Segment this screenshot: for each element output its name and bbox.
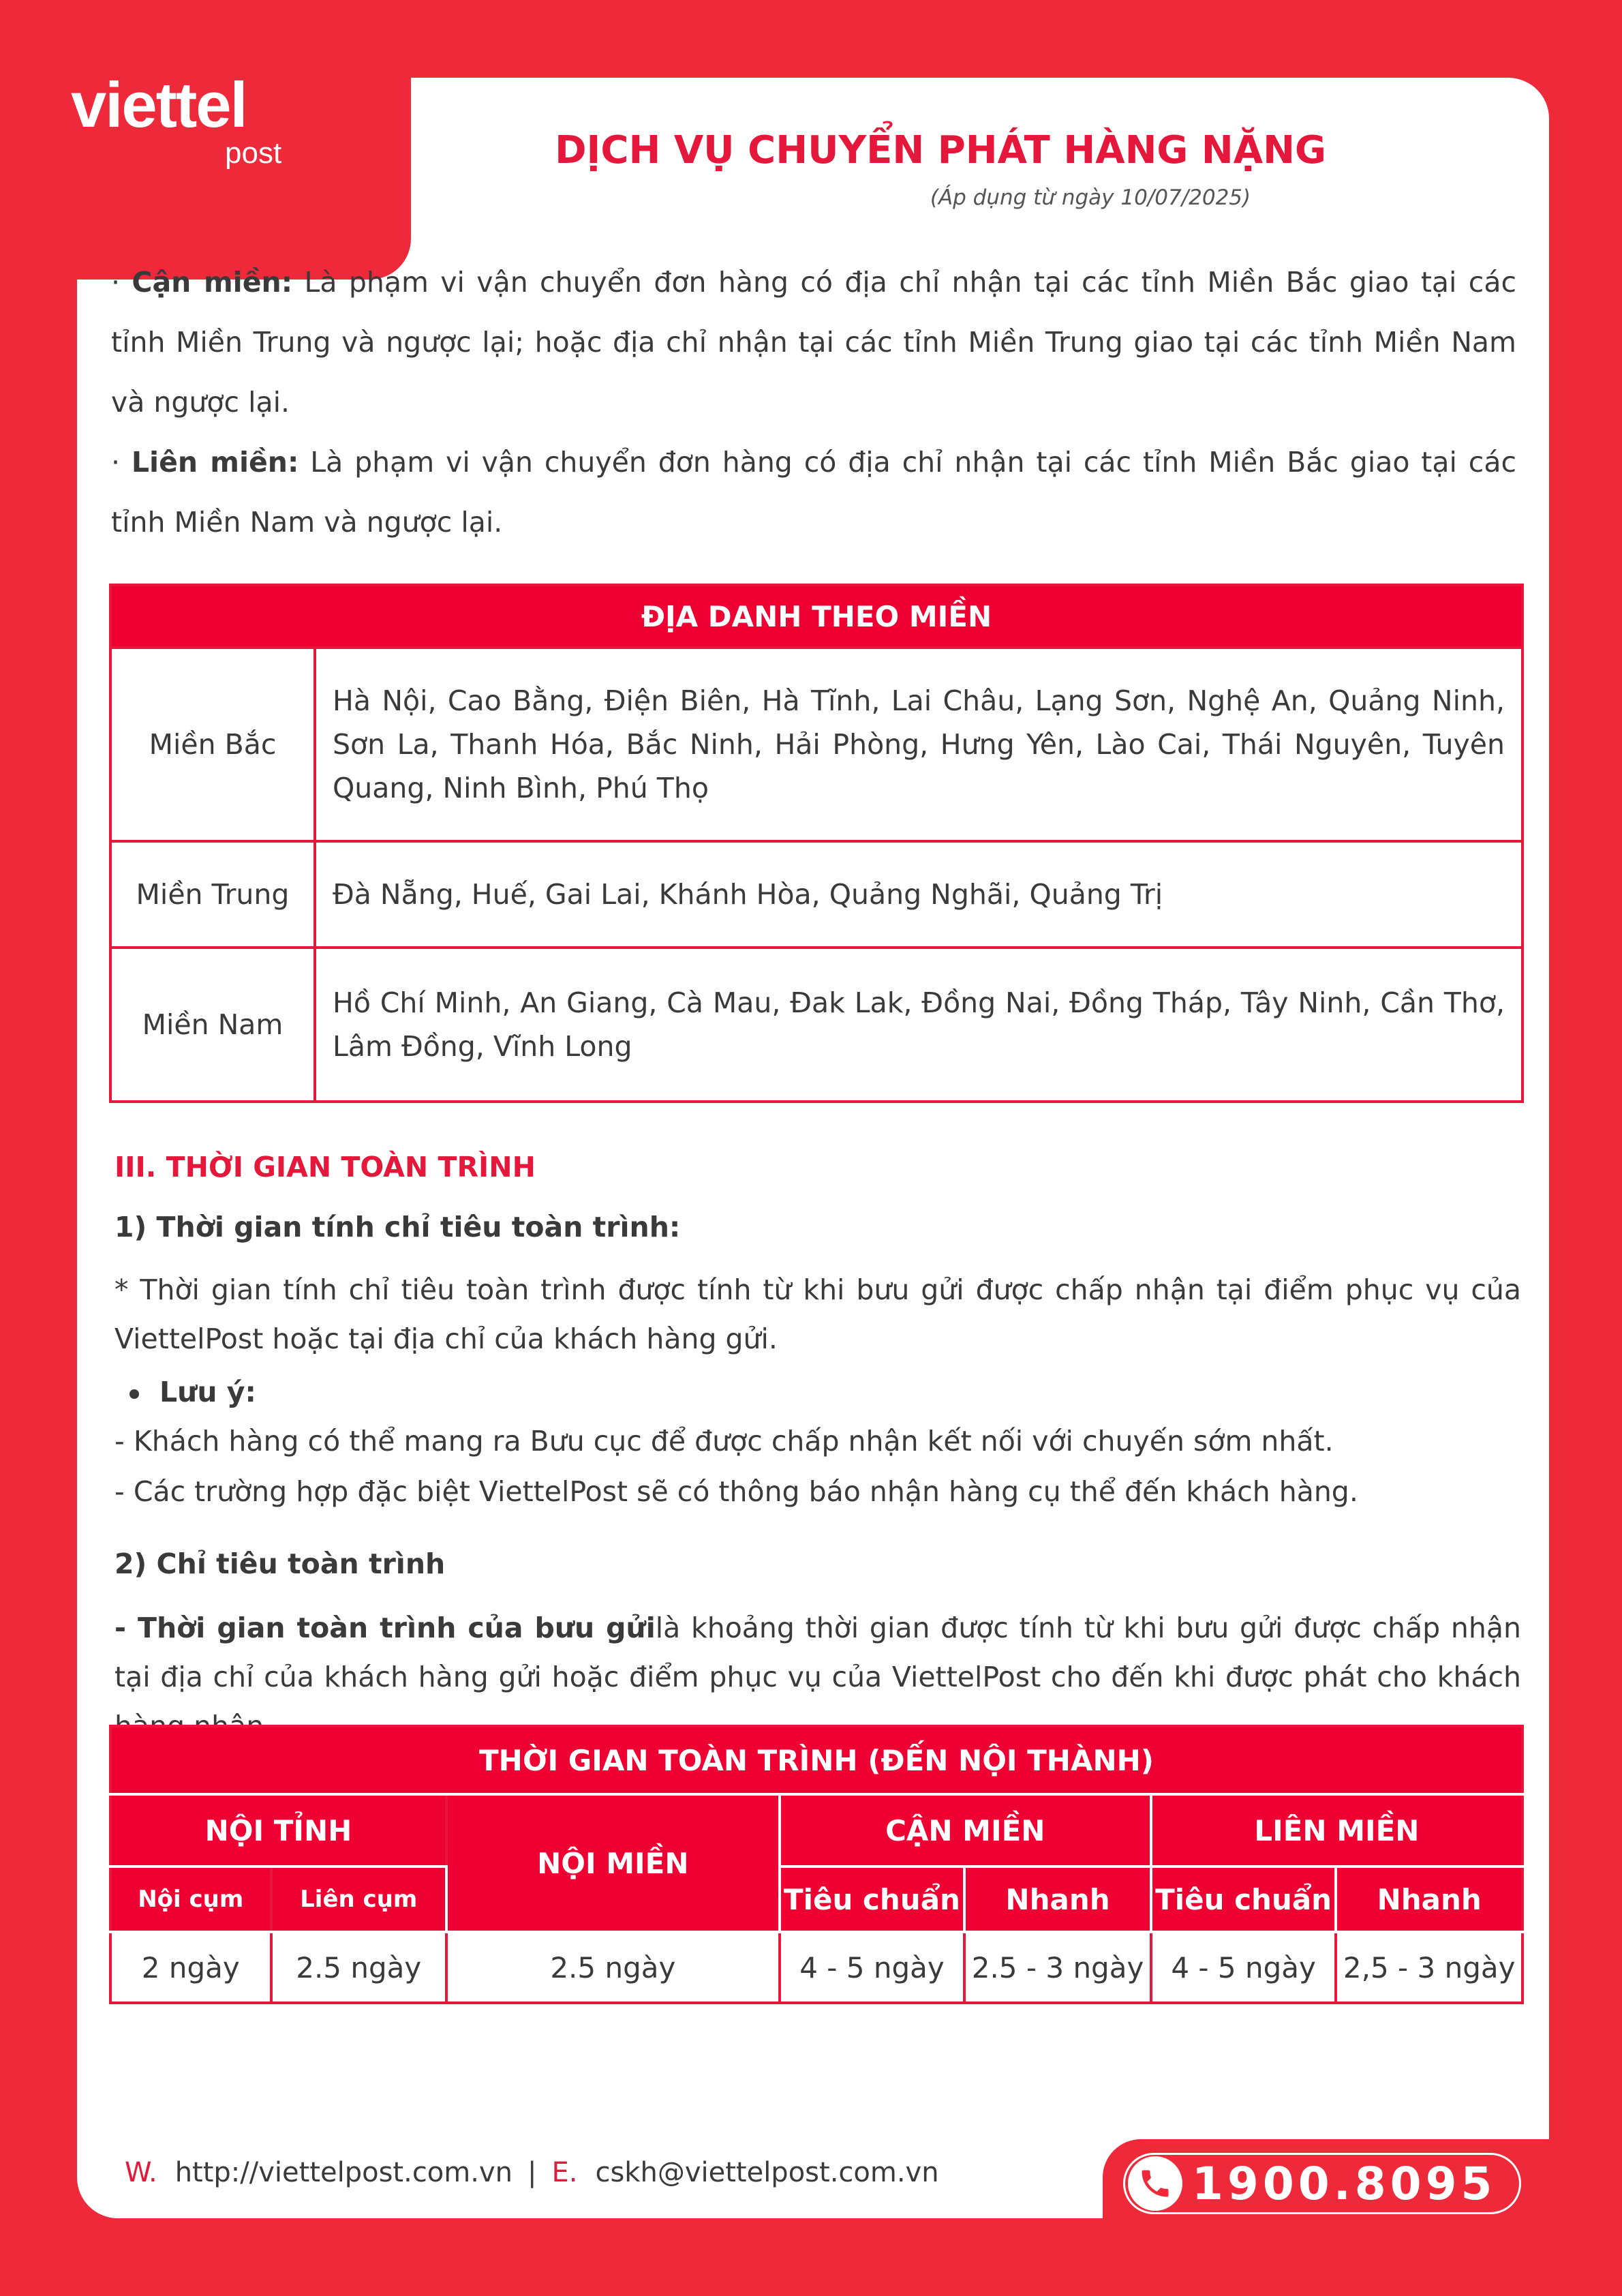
region-places: Hà Nội, Cao Bằng, Điện Biên, Hà Tĩnh, Lai Châu, Lạng Sơn, Nghệ An, Quảng Ninh, Sơn La, Thanh Hóa, Bắc Ninh, Hải Phòng, Hưng Yên, Lào Cai, Thái Nguyên, Tuyên Quang, Ninh Bình, Phú Thọ [315,648,1522,841]
section-heading: III. THỜI GIAN TOÀN TRÌNH [114,1151,536,1183]
value-lien-cum: 2.5 ngày [271,1932,446,2003]
regions-table [109,584,1524,1103]
group-noi-mien: NỘI MIỀN [446,1794,780,1932]
phone-icon [1128,2156,1182,2211]
subsection-heading-2: 2) Chỉ tiêu toàn trình [114,1547,446,1580]
col-can-tieu-chuan: Tiêu chuẩn [780,1867,965,1932]
col-can-nhanh: Nhanh [964,1867,1151,1932]
time-table-title: THỜI GIAN TOÀN TRÌNH (ĐẾN NỘI THÀNH) [110,1726,1522,1794]
paragraph-calc-time: * Thời gian tính chỉ tiêu toàn trình được tính từ khi bưu gửi được chấp nhận tại điểm phục vụ của ViettelPost hoặc tại địa chỉ của khách hàng gửi. [114,1273,1521,1355]
brand-logo-sub: post [225,136,282,170]
table-row [110,1932,1522,2003]
table-row [110,648,1522,841]
paragraph-total-time: - Thời gian toàn trình của bưu gửilà khoảng thời gian được tính từ khi bưu gửi được chấp nhận tại địa chỉ của khách hàng gửi hoặc điểm phục vụ của ViettelPost cho đến khi được phát cho khách [114,1612,1521,1693]
value-lien-nhanh: 2,5 - 3 ngày [1336,1932,1522,2003]
web-label: W. [125,2157,157,2188]
value-lien-tieu-chuan: 4 - 5 ngày [1151,1932,1336,2003]
note-heading: Lưu ý: [129,1376,256,1408]
intro-definitions [111,252,1516,552]
email-label: E. [551,2157,578,2188]
group-can-mien: CẬN MIỀN [780,1794,1151,1867]
group-noi-tinh: NỘI TỈNH [110,1794,446,1867]
col-noi-cum: Nội cụm [110,1867,271,1932]
page-subtitle: (Áp dụng từ ngày 10/07/2025) [930,185,1251,210]
value-noi-mien: 2.5 ngày [446,1932,780,2003]
table-row [110,841,1522,948]
value-can-tieu-chuan: 4 - 5 ngày [780,1932,965,2003]
group-lien-mien: LIÊN MIỀN [1151,1794,1522,1867]
website-link[interactable]: http://viettelpost.com.vn [174,2157,512,2188]
col-lien-cum: Liên cụm [271,1867,446,1932]
region-name: Miền Trung [110,841,315,948]
table-row [110,948,1522,1102]
brand-logo: viettel [71,69,247,140]
footer-separator: | [527,2157,537,2188]
col-lien-tieu-chuan: Tiêu chuẩn [1151,1867,1336,1932]
region-places: Đà Nẵng, Huế, Gai Lai, Khánh Hòa, Quảng Nghãi, Quảng Trị [315,841,1522,948]
region-name: Miền Bắc [110,648,315,841]
footer-contact [125,2157,939,2188]
definition-lien-mien: · Liên miền: Là phạm vi vận chuyển đơn hàng có địa chỉ nhận tại các tỉnh Miền Bắc giao tại các tỉnh Miền Nam và ngược lại. [111,446,1516,539]
page-title: DỊCH VỤ CHUYỂN PHÁT HÀNG NẶNG [555,128,1326,172]
col-lien-nhanh: Nhanh [1336,1867,1522,1932]
value-noi-cum: 2 ngày [110,1932,271,2003]
subsection-heading-1: 1) Thời gian tính chỉ tiêu toàn trình: [114,1211,681,1243]
definition-can-mien: · Cận miền: Là phạm vi vận chuyển đơn hàng có địa chỉ nhận tại các tỉnh Miền Bắc giao tại các tỉnh Miền Trung và ngược lại; hoặc địa chỉ nhận tại các tỉnh Miền Trung giao tại các tỉnh Miền Nam và ngược lại. [111,266,1516,419]
value-can-nhanh: 2.5 - 3 ngày [964,1932,1151,2003]
note-item: - Khách hàng có thể mang ra Bưu cục để được chấp nhận kết nối với chuyến sớm nhất. [114,1425,1334,1457]
region-name: Miền Nam [110,948,315,1102]
bullet-icon [129,1389,139,1399]
region-places: Hồ Chí Minh, An Giang, Cà Mau, Đak Lak, Đồng Nai, Đồng Tháp, Tây Ninh, Cần Thơ, Lâm Đồng, Vĩnh Long [315,948,1522,1102]
hotline-number: 1900.8095 [1192,2157,1497,2210]
regions-table-header: ĐỊA DANH THEO MIỀN [110,585,1522,648]
note-item: - Các trường hợp đặc biệt ViettelPost sẽ có thông báo nhận hàng cụ thể đến khách hàng. [114,1475,1358,1508]
delivery-time-table [109,1725,1524,2004]
hotline-badge[interactable] [1123,2153,1521,2214]
email-link[interactable]: cskh@viettelpost.com.vn [595,2157,939,2188]
